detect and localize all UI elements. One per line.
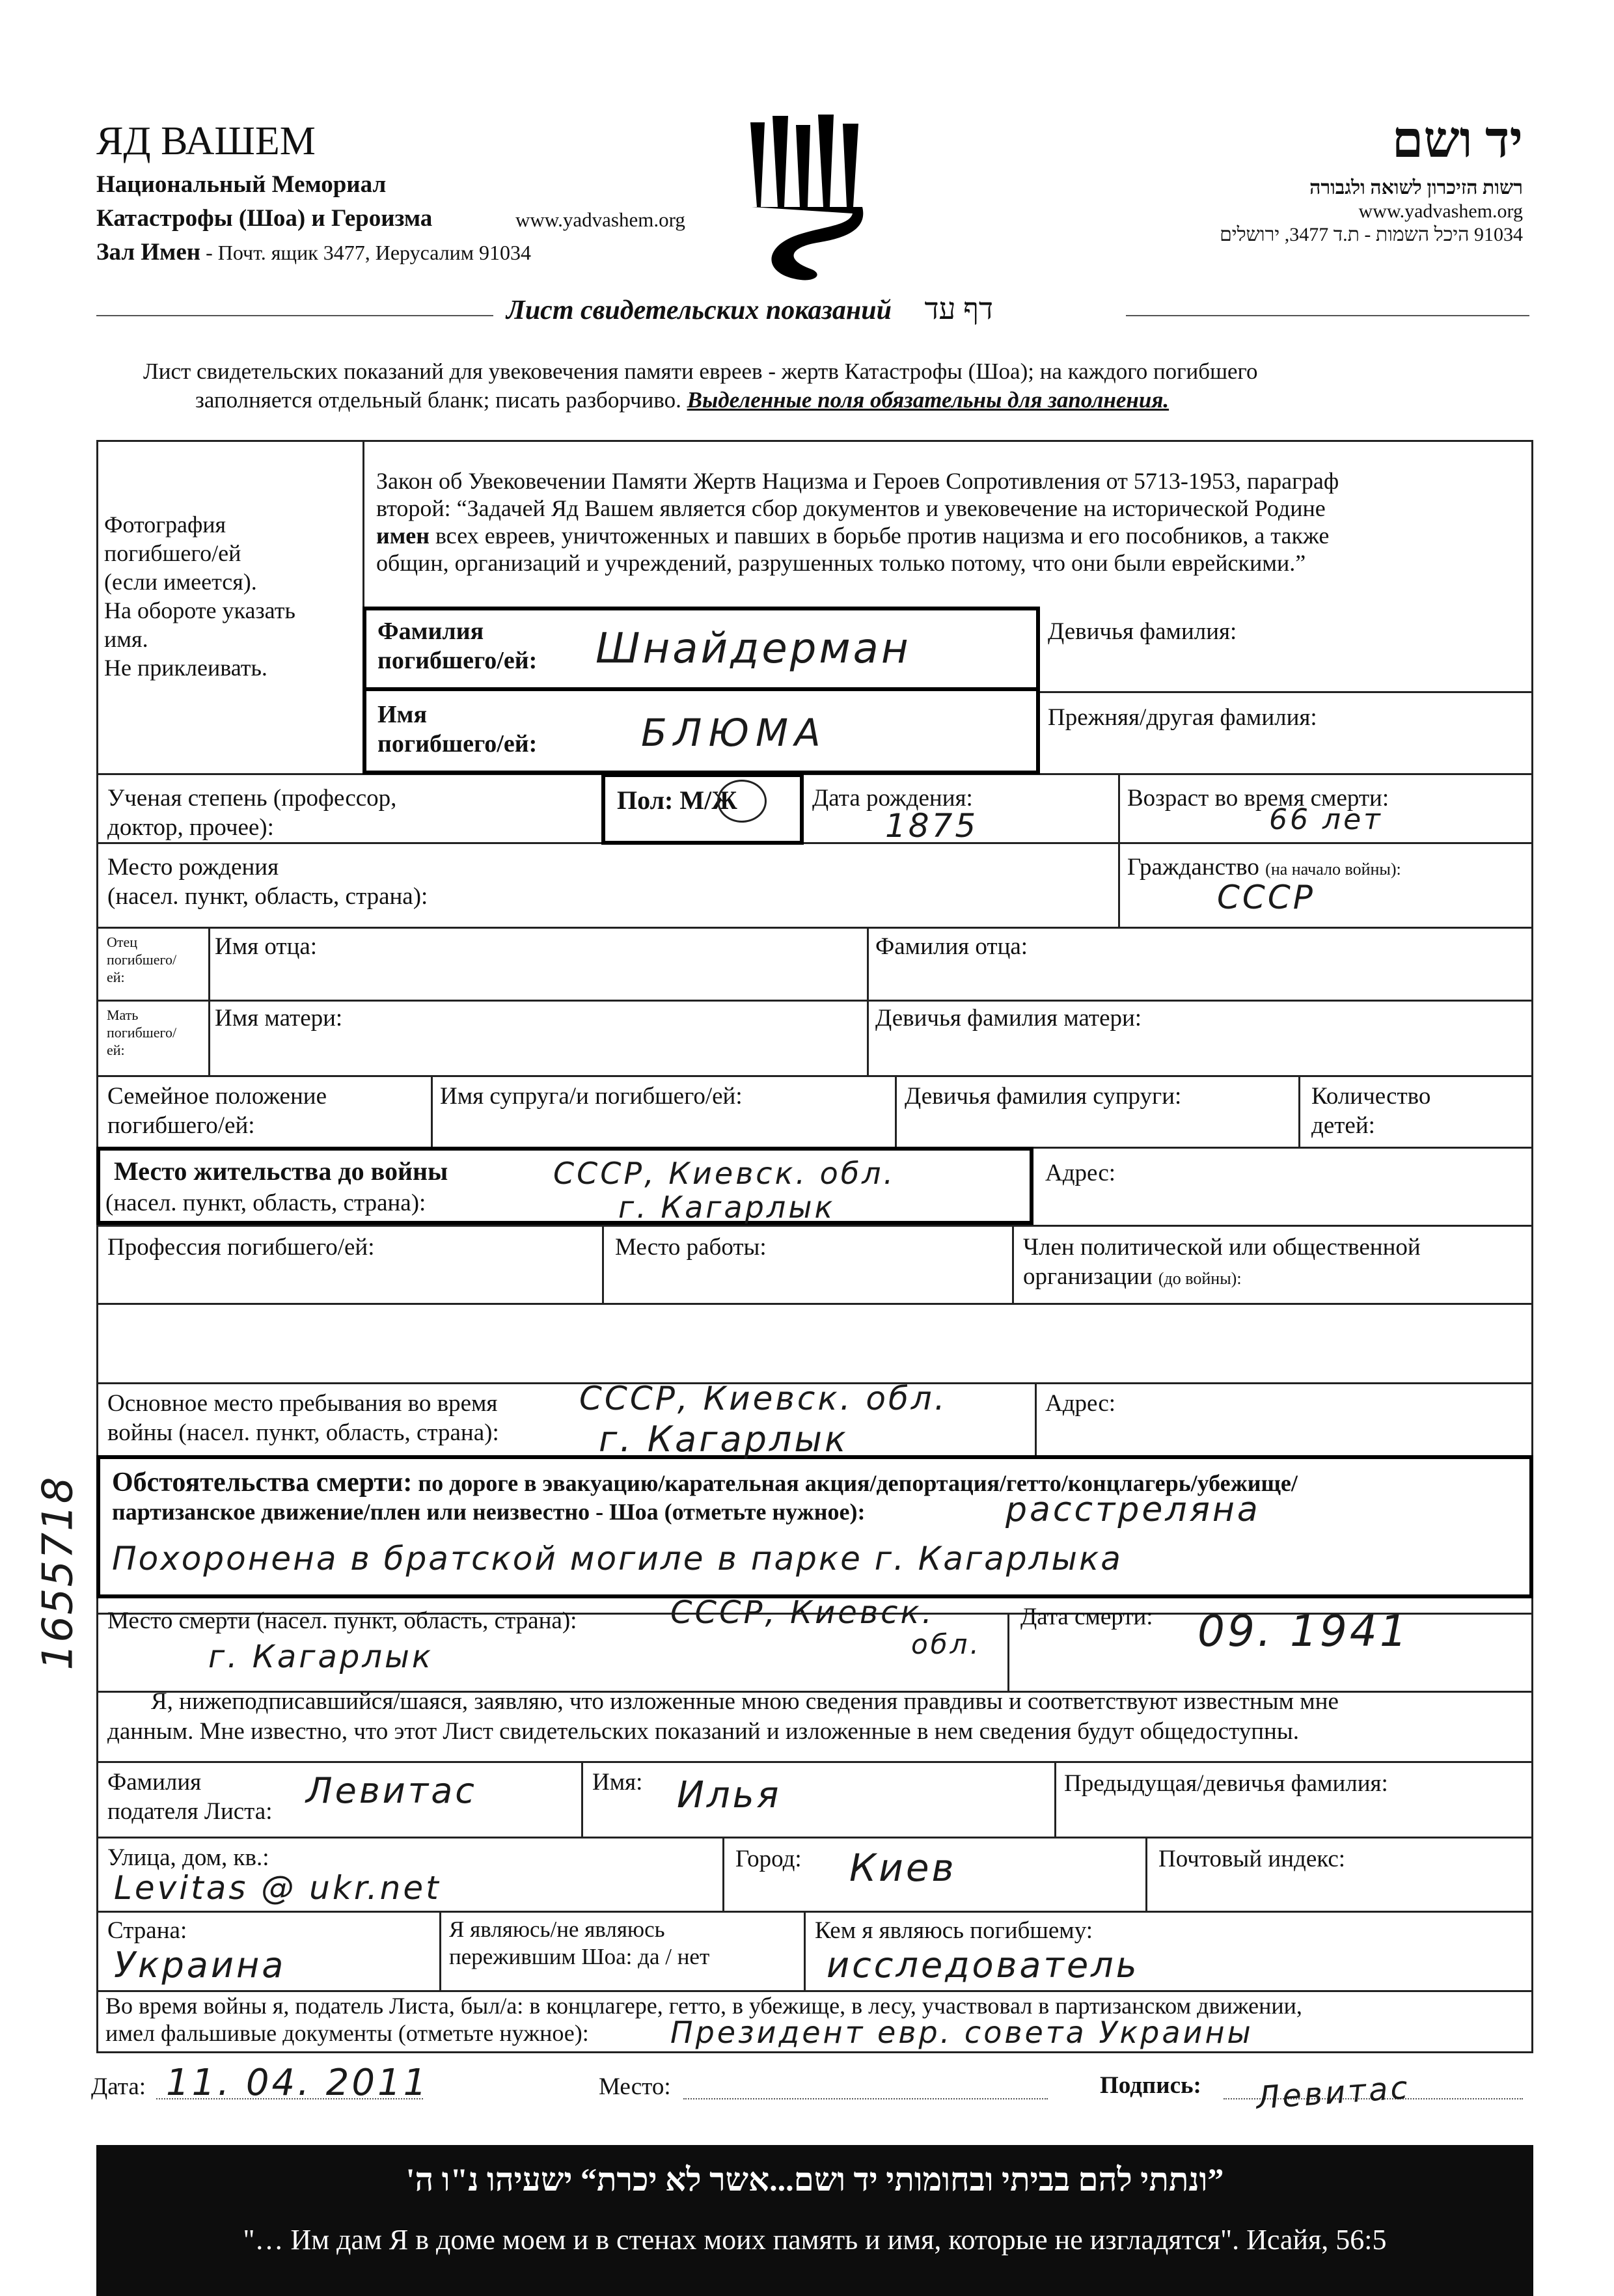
citizenship-value[interactable]: СССР (1217, 879, 1315, 916)
org-line2: Катастрофы (Шоа) и Героизма (96, 205, 433, 232)
degree-label (107, 784, 396, 842)
side-archive-number: 1655718 (34, 1475, 83, 1671)
website-right[interactable]: www.yadvashem.org (1358, 200, 1523, 222)
death-circumstances-label: Обстоятельства смерти: (112, 1468, 413, 1497)
spouse-maiden-label: Девичья фамилия супруги: (905, 1083, 1182, 1110)
photo-instructions (104, 510, 358, 682)
relation-value[interactable]: исследователь (827, 1945, 1140, 1986)
law-bold-word: имен (376, 523, 430, 549)
victim-name-label (377, 700, 537, 759)
father-side-label (107, 933, 176, 986)
label-line: погибшего/ей: (377, 730, 538, 758)
label-line: доктор, прочее): (107, 814, 274, 841)
death-place-label: Место смерти (насел. пункт, область, страна): (107, 1607, 577, 1634)
hall-rest: - Почт. ящик 3477, Иерусалим 91034 (200, 241, 532, 264)
label-line: войны (насел. пункт, область, страна): (107, 1419, 499, 1446)
residence-sublabel: (насел. пункт, область, страна): (105, 1190, 426, 1216)
street-value[interactable]: Levitas @ ukr.net (114, 1869, 441, 1907)
victim-surname-value[interactable]: Шнайдерман (595, 625, 911, 673)
intro-line2 (195, 385, 1169, 415)
father-name-label: Имя отца: (215, 933, 318, 960)
survivor-label (449, 1916, 709, 1971)
form-title-hebrew: דף עד (924, 292, 994, 325)
label-line: (насел. пункт, область, страна): (107, 883, 428, 910)
organization-label (1023, 1233, 1421, 1291)
label-line: Имя (377, 701, 427, 728)
member-label2: организации (1023, 1263, 1153, 1290)
law-quote (376, 467, 1528, 577)
footer-russian: "… Им дам Я в доме моем и в стенах моих память и имя, которые не изгладятся". Исайя, 56:5 (243, 2224, 1387, 2256)
residence-value-line2[interactable]: г. Кагарлык (618, 1190, 836, 1225)
wartime-address-label: Адрес: (1045, 1390, 1116, 1417)
law-line (376, 522, 1528, 549)
sex-label: Пол: М/Ж (617, 786, 737, 815)
hebrew-title: יד ושם (1391, 111, 1523, 168)
citizenship-note: (на начало войны): (1265, 860, 1401, 879)
spouse-name-label: Имя супруга/и погибшего/ей: (440, 1083, 743, 1110)
submitter-wartime-label2: имел фальшивые документы (отметьте нужное): (105, 2020, 589, 2046)
label-line: погибшего/ей: (377, 647, 538, 674)
law-line: Закон об Увековечении Памяти Жертв Нацизма и Героев Сопротивления от 5713-1953, параграф (376, 468, 1339, 494)
photo-line: Не приклеивать. (104, 655, 267, 681)
wartime-place-label (107, 1389, 499, 1447)
victim-name-value[interactable]: БЛЮМА (641, 711, 827, 755)
submitter-surname-value[interactable]: Левитас (306, 1770, 477, 1811)
signature-value[interactable]: Левитас (1255, 2069, 1412, 2117)
mother-maiden-label: Девичья фамилия матери: (875, 1005, 1142, 1032)
father-surname-label: Фамилия отца: (875, 933, 1028, 960)
yad-vashem-logo-icon (739, 109, 875, 285)
org-line1: Национальный Мемориал (96, 171, 387, 198)
country-value[interactable]: Украина (114, 1945, 286, 1986)
mother-name-label: Имя матери: (215, 1005, 343, 1032)
photo-line: имя. (104, 626, 148, 652)
place-line (683, 2098, 1048, 2099)
submitter-wartime-value[interactable]: Президент евр. совета Украины (670, 2015, 1253, 2050)
signature-label: Подпись: (1100, 2072, 1201, 2099)
law-line: второй: “Задачей Яд Вашем является сбор документов и увековечение на исторической Родине (376, 495, 1326, 521)
sex-selection-circle[interactable] (717, 780, 767, 823)
submitter-wartime-label1: Во время войны я, податель Листа, был/а: в концлагере, гетто, в убежище, в лесу, участвовал в партизанском движении, (105, 1993, 1302, 2019)
label-line (1023, 1262, 1421, 1291)
photo-line: На обороте указать (104, 597, 295, 623)
place-label: Место: (599, 2073, 671, 2100)
death-date-value[interactable]: 09. 1941 (1197, 1606, 1410, 1656)
side-line: Мать (107, 1007, 139, 1023)
title-rule-left (96, 315, 493, 316)
submitter-name-label: Имя: (592, 1769, 643, 1796)
death-place-value3[interactable]: г. Кагарлык (208, 1639, 433, 1675)
footer-banner (96, 2145, 1533, 2296)
death-place-value2[interactable]: обл. (911, 1628, 981, 1660)
side-line: ей: (107, 1042, 125, 1058)
death-date-label: Дата смерти: (1020, 1604, 1153, 1630)
residence-value-line1[interactable]: СССР, Киевск. обл. (553, 1156, 896, 1191)
mother-side-label (107, 1006, 176, 1059)
hall-address (96, 238, 531, 266)
label-line: Я являюсь/не являюсь (449, 1917, 665, 1942)
zip-label: Почтовый индекс: (1158, 1846, 1346, 1872)
side-line: погибшего/ (107, 951, 177, 968)
residence-address-label: Адрес: (1045, 1160, 1116, 1186)
city-label: Город: (735, 1846, 802, 1872)
declaration-line2: данным. Мне известно, что этот Лист свидетельских показаний и изложенные в нем сведения будут общедоступны. (107, 1718, 1299, 1745)
death-circumstances-options: по дороге в эвакуацию/карательная акция/депортация/гетто/концлагерь/убежище/ (418, 1470, 1298, 1496)
side-line: Отец (107, 934, 138, 950)
maiden-name-label: Девичья фамилия: (1048, 618, 1237, 645)
former-name-label: Прежняя/другая фамилия: (1048, 704, 1317, 731)
marital-status-label (107, 1082, 327, 1140)
side-line: погибшего/ (107, 1024, 177, 1041)
country-label: Страна: (107, 1917, 187, 1944)
label-line: Количество (1311, 1083, 1431, 1110)
website-left[interactable]: www.yadvashem.org (515, 208, 685, 231)
age-label: Возраст во время смерти: (1127, 785, 1389, 812)
date-label: Дата: (91, 2073, 146, 2100)
hebrew-line1: רשות הזיכרון לשואה ולגבורה (1309, 177, 1523, 198)
label-line: Семейное положение (107, 1083, 327, 1110)
intro-text: заполняется отдельный бланк; писать разборчиво. (195, 387, 687, 413)
children-count-label (1311, 1082, 1430, 1140)
submitter-surname-label (107, 1768, 273, 1826)
citizenship-label-text: Гражданство (1127, 854, 1259, 881)
death-circumstances-value2[interactable]: Похоронена в братской могиле в парке г. Кагарлыка (112, 1540, 1123, 1578)
date-value[interactable]: 11. 04. 2011 (166, 2062, 430, 2104)
form-title (506, 292, 993, 326)
wartime-place-value-line2[interactable]: г. Кагарлык (599, 1419, 849, 1460)
label-line: подателя Листа: (107, 1798, 273, 1825)
label-line: Член политической или общественной (1023, 1234, 1421, 1261)
label-line: Ученая степень (профессор, (107, 785, 397, 812)
label-line: погибшего/ей: (107, 1112, 255, 1139)
profession-label: Профессия погибшего/ей: (107, 1234, 375, 1261)
death-circumstances-line2: партизанское движение/плен или неизвестно - Шоа (отметьте нужное): (112, 1499, 866, 1525)
law-line-text: всех евреев, уничтоженных и павших в борьбе против нацизма и его пособников, а также (435, 523, 1330, 549)
label-line: Фамилия (107, 1769, 202, 1796)
death-circumstances-value1[interactable]: расстреляна (1005, 1490, 1261, 1529)
street-label: Улица, дом, кв.: (107, 1844, 269, 1871)
declaration-line1: Я, нижеподписавшийся/шаяся, заявляю, что изложенные мною сведения правдивы и соответствуют известным мне (151, 1688, 1339, 1715)
title-rule-right (1126, 315, 1529, 316)
label-line: детей: (1311, 1112, 1375, 1139)
intro-bold: Выделенные поля обязательны для заполнения. (687, 387, 1169, 413)
photo-line: (если имеется). (104, 569, 257, 595)
workplace-label: Место работы: (615, 1234, 767, 1261)
relation-label: Кем я являюсь погибшему: (815, 1917, 1093, 1944)
footer-hebrew: ”ונתתי להם בביתי ובחומותי יד ושם...אשר לא יכרת“ ישעיהו נ"ו ה' (405, 2161, 1224, 2198)
hall-label: Зал Имен (96, 239, 201, 266)
submitter-name-value[interactable]: Илья (677, 1774, 782, 1816)
dob-value[interactable]: 1875 (885, 807, 979, 845)
intro-line1: Лист свидетельских показаний для увековечения памяти евреев - жертв Катастрофы (Шоа); на каждого погибшего (143, 359, 1258, 384)
citizenship-label (1127, 853, 1401, 882)
member-note: (до войны): (1158, 1269, 1242, 1288)
label-line: Фамилия (377, 618, 484, 645)
hebrew-line3: 91034 היכל השמות - ת.ד 3477, ירושלים (1220, 224, 1523, 245)
label-line: Основное место пребывания во время (107, 1390, 498, 1417)
label-line: Место рождения (107, 854, 279, 881)
wartime-place-value-line1[interactable]: СССР, Киевск. обл. (579, 1380, 948, 1417)
death-place-value1[interactable]: СССР, Киевск. (670, 1594, 935, 1631)
victim-surname-label (377, 617, 537, 676)
dob-label: Дата рождения: (812, 785, 973, 812)
residence-label: Место жительства до войны (114, 1156, 448, 1186)
photo-line: погибшего/ей (104, 540, 241, 566)
label-line: пережившим Шоа: да / нет (449, 1944, 710, 1969)
org-title: ЯД ВАШЕМ (96, 119, 316, 163)
form-title-text: Лист свидетельских показаний (506, 295, 892, 325)
side-line: ей: (107, 969, 125, 985)
age-value[interactable]: 66 лет (1269, 803, 1383, 836)
birthplace-label (107, 853, 428, 911)
submitter-prev-name-label: Предыдущая/девичья фамилия: (1064, 1770, 1388, 1797)
date-line (156, 2098, 423, 2099)
photo-line: Фотография (104, 512, 226, 538)
city-value[interactable]: Киев (849, 1846, 957, 1890)
law-line: общин, организаций и учреждений, разрушенных только потому, что они были еврейскими.” (376, 550, 1306, 576)
